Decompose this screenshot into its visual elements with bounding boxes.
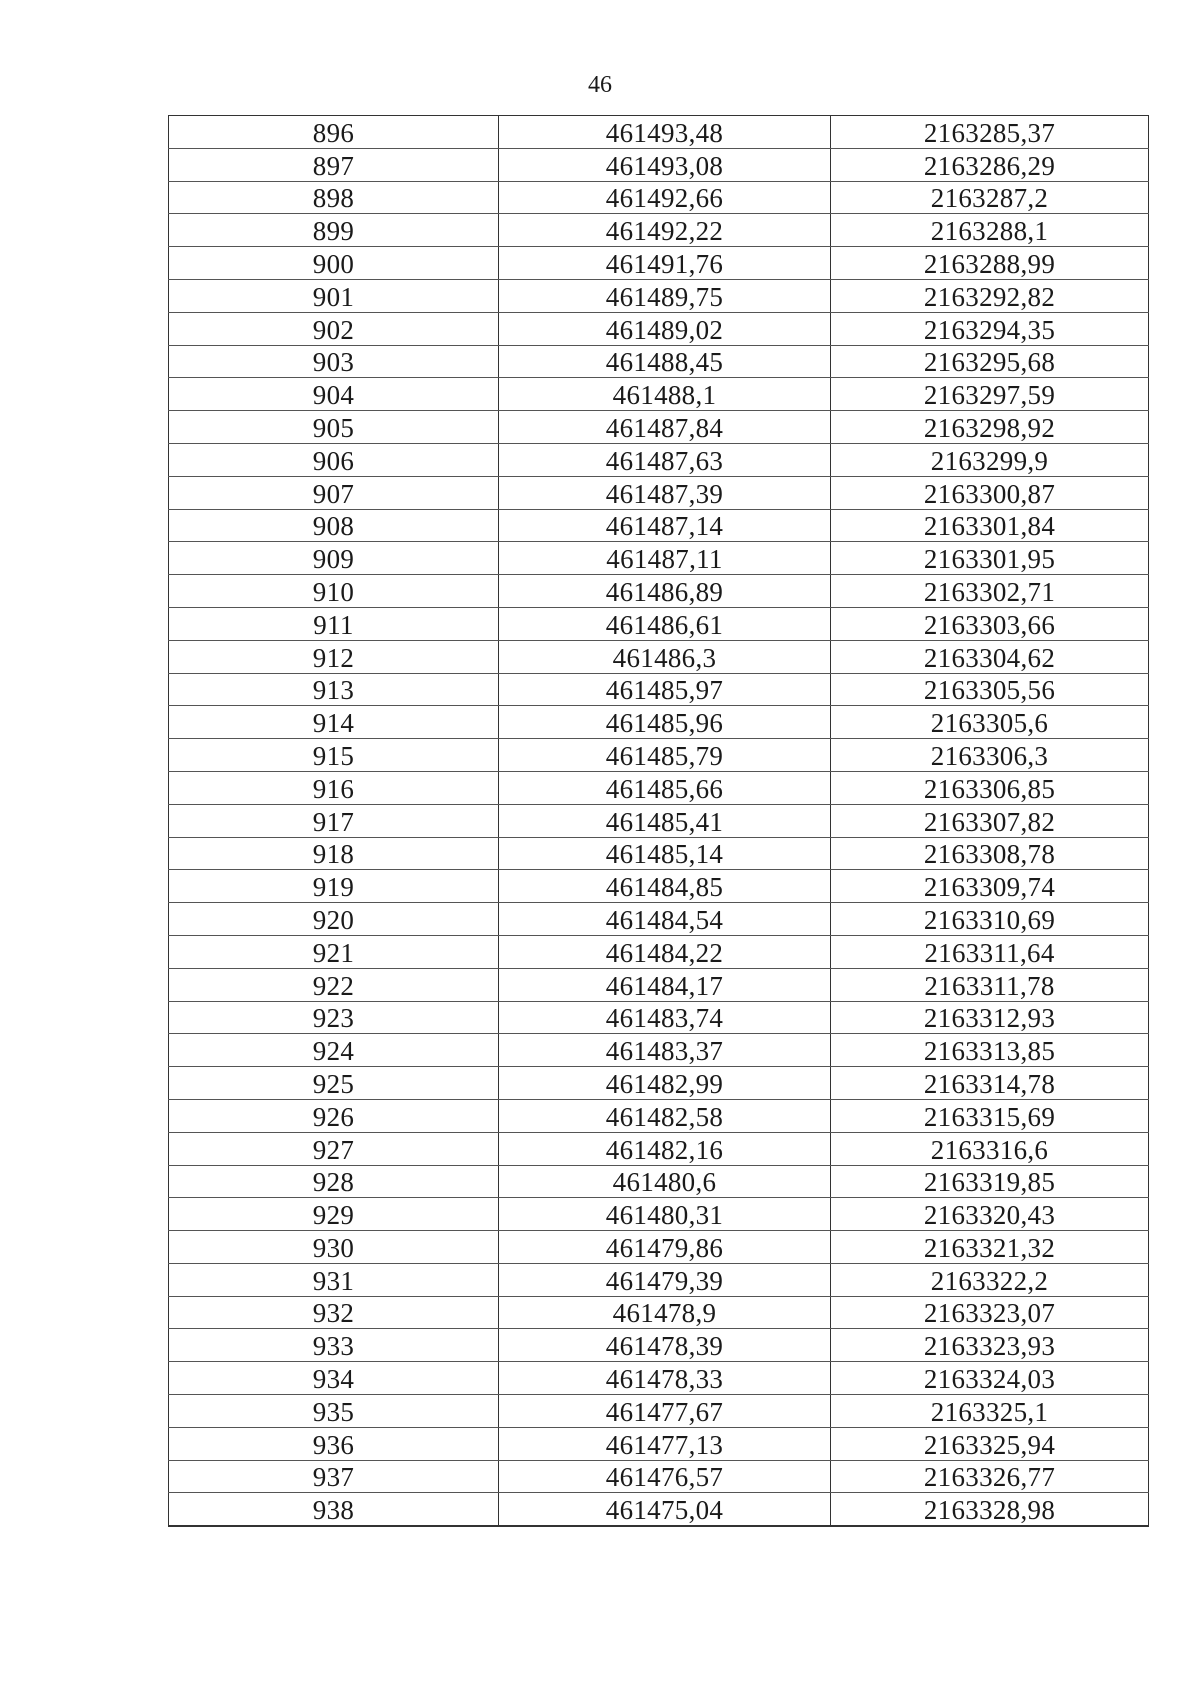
table-row — [169, 148, 1149, 181]
table-row — [169, 1132, 1149, 1165]
x-coordinate-cell: 461487,14 — [499, 509, 831, 542]
y-coordinate-cell: 2163315,69 — [831, 1099, 1149, 1132]
x-coordinate-cell: 461486,89 — [499, 575, 831, 608]
y-coordinate-cell: 2163304,62 — [831, 640, 1149, 673]
point-number-cell: 934 — [169, 1362, 499, 1395]
y-coordinate-cell: 2163314,78 — [831, 1067, 1149, 1100]
table-row — [169, 673, 1149, 706]
y-coordinate-cell: 2163323,93 — [831, 1329, 1149, 1362]
table-row — [169, 1198, 1149, 1231]
x-coordinate-cell: 461485,41 — [499, 804, 831, 837]
coordinates-table-body — [169, 116, 1149, 1526]
point-number-cell: 899 — [169, 214, 499, 247]
x-coordinate-cell: 461493,08 — [499, 148, 831, 181]
y-coordinate-cell: 2163325,1 — [831, 1395, 1149, 1428]
y-coordinate-cell: 2163288,99 — [831, 247, 1149, 280]
y-coordinate-cell: 2163311,78 — [831, 968, 1149, 1001]
x-coordinate-cell: 461480,6 — [499, 1165, 831, 1198]
table-row — [169, 1067, 1149, 1100]
point-number-cell: 918 — [169, 837, 499, 870]
point-number-cell: 919 — [169, 870, 499, 903]
y-coordinate-cell: 2163325,94 — [831, 1427, 1149, 1460]
y-coordinate-cell: 2163321,32 — [831, 1231, 1149, 1264]
y-coordinate-cell: 2163310,69 — [831, 903, 1149, 936]
y-coordinate-cell: 2163288,1 — [831, 214, 1149, 247]
point-number-cell: 917 — [169, 804, 499, 837]
table-row — [169, 771, 1149, 804]
x-coordinate-cell: 461488,45 — [499, 345, 831, 378]
point-number-cell: 896 — [169, 116, 499, 149]
x-coordinate-cell: 461492,22 — [499, 214, 831, 247]
table-row — [169, 116, 1149, 149]
point-number-cell: 929 — [169, 1198, 499, 1231]
point-number-cell: 910 — [169, 575, 499, 608]
y-coordinate-cell: 2163301,84 — [831, 509, 1149, 542]
point-number-cell: 922 — [169, 968, 499, 1001]
table-row — [169, 214, 1149, 247]
point-number-cell: 900 — [169, 247, 499, 280]
point-number-cell: 930 — [169, 1231, 499, 1264]
table-row — [169, 1165, 1149, 1198]
y-coordinate-cell: 2163326,77 — [831, 1460, 1149, 1493]
table-row — [169, 509, 1149, 542]
y-coordinate-cell: 2163302,71 — [831, 575, 1149, 608]
x-coordinate-cell: 461482,58 — [499, 1099, 831, 1132]
table-row — [169, 1362, 1149, 1395]
point-number-cell: 907 — [169, 476, 499, 509]
point-number-cell: 903 — [169, 345, 499, 378]
page-number: 46 — [588, 72, 612, 98]
x-coordinate-cell: 461484,85 — [499, 870, 831, 903]
table-row — [169, 542, 1149, 575]
x-coordinate-cell: 461483,37 — [499, 1034, 831, 1067]
point-number-cell: 921 — [169, 935, 499, 968]
y-coordinate-cell: 2163299,9 — [831, 443, 1149, 476]
point-number-cell: 898 — [169, 181, 499, 214]
table-row — [169, 312, 1149, 345]
point-number-cell: 931 — [169, 1263, 499, 1296]
y-coordinate-cell: 2163308,78 — [831, 837, 1149, 870]
table-row — [169, 411, 1149, 444]
table-row — [169, 804, 1149, 837]
point-number-cell: 924 — [169, 1034, 499, 1067]
x-coordinate-cell: 461486,3 — [499, 640, 831, 673]
coordinates-table — [168, 115, 1149, 1527]
point-number-cell: 928 — [169, 1165, 499, 1198]
table-row — [169, 935, 1149, 968]
point-number-cell: 936 — [169, 1427, 499, 1460]
x-coordinate-cell: 461491,76 — [499, 247, 831, 280]
point-number-cell: 915 — [169, 739, 499, 772]
table-row — [169, 378, 1149, 411]
table-row — [169, 1493, 1149, 1526]
table-row — [169, 1329, 1149, 1362]
table-row — [169, 1460, 1149, 1493]
point-number-cell: 923 — [169, 1001, 499, 1034]
x-coordinate-cell: 461487,39 — [499, 476, 831, 509]
point-number-cell: 937 — [169, 1460, 499, 1493]
y-coordinate-cell: 2163286,29 — [831, 148, 1149, 181]
y-coordinate-cell: 2163324,03 — [831, 1362, 1149, 1395]
y-coordinate-cell: 2163323,07 — [831, 1296, 1149, 1329]
x-coordinate-cell: 461493,48 — [499, 116, 831, 149]
y-coordinate-cell: 2163298,92 — [831, 411, 1149, 444]
x-coordinate-cell: 461482,99 — [499, 1067, 831, 1100]
y-coordinate-cell: 2163306,85 — [831, 771, 1149, 804]
table-row — [169, 903, 1149, 936]
x-coordinate-cell: 461484,22 — [499, 935, 831, 968]
y-coordinate-cell: 2163300,87 — [831, 476, 1149, 509]
point-number-cell: 904 — [169, 378, 499, 411]
x-coordinate-cell: 461483,74 — [499, 1001, 831, 1034]
y-coordinate-cell: 2163306,3 — [831, 739, 1149, 772]
point-number-cell: 909 — [169, 542, 499, 575]
table-row — [169, 1034, 1149, 1067]
point-number-cell: 905 — [169, 411, 499, 444]
table-row — [169, 1231, 1149, 1264]
y-coordinate-cell: 2163319,85 — [831, 1165, 1149, 1198]
table-row — [169, 1263, 1149, 1296]
point-number-cell: 912 — [169, 640, 499, 673]
table-row — [169, 443, 1149, 476]
point-number-cell: 933 — [169, 1329, 499, 1362]
x-coordinate-cell: 461477,13 — [499, 1427, 831, 1460]
y-coordinate-cell: 2163316,6 — [831, 1132, 1149, 1165]
point-number-cell: 901 — [169, 279, 499, 312]
y-coordinate-cell: 2163297,59 — [831, 378, 1149, 411]
x-coordinate-cell: 461487,11 — [499, 542, 831, 575]
point-number-cell: 916 — [169, 771, 499, 804]
y-coordinate-cell: 2163312,93 — [831, 1001, 1149, 1034]
table-row — [169, 1296, 1149, 1329]
table-row — [169, 739, 1149, 772]
point-number-cell: 920 — [169, 903, 499, 936]
table-row — [169, 1427, 1149, 1460]
x-coordinate-cell: 461479,86 — [499, 1231, 831, 1264]
point-number-cell: 925 — [169, 1067, 499, 1100]
y-coordinate-cell: 2163307,82 — [831, 804, 1149, 837]
point-number-cell: 935 — [169, 1395, 499, 1428]
table-row — [169, 1001, 1149, 1034]
x-coordinate-cell: 461485,96 — [499, 706, 831, 739]
point-number-cell: 906 — [169, 443, 499, 476]
y-coordinate-cell: 2163328,98 — [831, 1493, 1149, 1526]
table-row — [169, 1395, 1149, 1428]
x-coordinate-cell: 461478,9 — [499, 1296, 831, 1329]
table-row — [169, 181, 1149, 214]
table-row — [169, 870, 1149, 903]
x-coordinate-cell: 461479,39 — [499, 1263, 831, 1296]
table-row — [169, 837, 1149, 870]
x-coordinate-cell: 461485,79 — [499, 739, 831, 772]
x-coordinate-cell: 461489,02 — [499, 312, 831, 345]
point-number-cell: 938 — [169, 1493, 499, 1526]
x-coordinate-cell: 461486,61 — [499, 607, 831, 640]
table-row — [169, 247, 1149, 280]
x-coordinate-cell: 461487,63 — [499, 443, 831, 476]
x-coordinate-cell: 461485,97 — [499, 673, 831, 706]
x-coordinate-cell: 461487,84 — [499, 411, 831, 444]
x-coordinate-cell: 461492,66 — [499, 181, 831, 214]
y-coordinate-cell: 2163295,68 — [831, 345, 1149, 378]
y-coordinate-cell: 2163287,2 — [831, 181, 1149, 214]
y-coordinate-cell: 2163292,82 — [831, 279, 1149, 312]
point-number-cell: 913 — [169, 673, 499, 706]
y-coordinate-cell: 2163303,66 — [831, 607, 1149, 640]
table-row — [169, 345, 1149, 378]
x-coordinate-cell: 461484,17 — [499, 968, 831, 1001]
y-coordinate-cell: 2163305,6 — [831, 706, 1149, 739]
y-coordinate-cell: 2163285,37 — [831, 116, 1149, 149]
table-row — [169, 640, 1149, 673]
y-coordinate-cell: 2163313,85 — [831, 1034, 1149, 1067]
table-row — [169, 575, 1149, 608]
point-number-cell: 927 — [169, 1132, 499, 1165]
x-coordinate-cell: 461478,33 — [499, 1362, 831, 1395]
point-number-cell: 932 — [169, 1296, 499, 1329]
y-coordinate-cell: 2163301,95 — [831, 542, 1149, 575]
x-coordinate-cell: 461478,39 — [499, 1329, 831, 1362]
x-coordinate-cell: 461489,75 — [499, 279, 831, 312]
x-coordinate-cell: 461485,14 — [499, 837, 831, 870]
y-coordinate-cell: 2163294,35 — [831, 312, 1149, 345]
y-coordinate-cell: 2163320,43 — [831, 1198, 1149, 1231]
x-coordinate-cell: 461476,57 — [499, 1460, 831, 1493]
table-row — [169, 476, 1149, 509]
point-number-cell: 914 — [169, 706, 499, 739]
y-coordinate-cell: 2163322,2 — [831, 1263, 1149, 1296]
x-coordinate-cell: 461480,31 — [499, 1198, 831, 1231]
x-coordinate-cell: 461477,67 — [499, 1395, 831, 1428]
table-row — [169, 706, 1149, 739]
point-number-cell: 926 — [169, 1099, 499, 1132]
point-number-cell: 911 — [169, 607, 499, 640]
x-coordinate-cell: 461488,1 — [499, 378, 831, 411]
point-number-cell: 897 — [169, 148, 499, 181]
table-row — [169, 1099, 1149, 1132]
point-number-cell: 908 — [169, 509, 499, 542]
y-coordinate-cell: 2163311,64 — [831, 935, 1149, 968]
y-coordinate-cell: 2163309,74 — [831, 870, 1149, 903]
x-coordinate-cell: 461482,16 — [499, 1132, 831, 1165]
x-coordinate-cell: 461485,66 — [499, 771, 831, 804]
x-coordinate-cell: 461484,54 — [499, 903, 831, 936]
x-coordinate-cell: 461475,04 — [499, 1493, 831, 1526]
y-coordinate-cell: 2163305,56 — [831, 673, 1149, 706]
point-number-cell: 902 — [169, 312, 499, 345]
table-row — [169, 607, 1149, 640]
table-row — [169, 279, 1149, 312]
table-row — [169, 968, 1149, 1001]
